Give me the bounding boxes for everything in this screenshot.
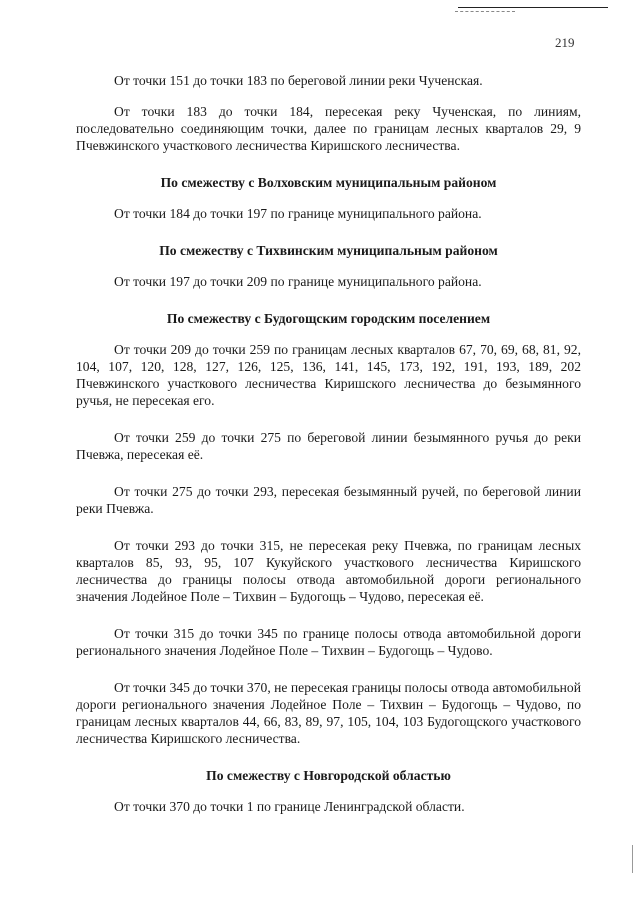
heading-novgorod: По смежеству с Новгородской областью	[206, 768, 451, 783]
document-body	[76, 72, 581, 815]
heading-budogosh: По смежеству с Будогощским городским поселением	[166, 311, 491, 326]
paragraph-5: От точки 209 до точки 259 по границам лесных кварталов 67, 70, 69, 68, 81, 92, 104, 107, 120, 128, 127, 126, 125, 136, 141, 145, 173, 192, 191, 193, 189, 202 Пчевжинского участкового лесничества Киришского лесничества до безымянного ручья, не пересекая его.	[76, 342, 581, 408]
header-rule	[458, 7, 608, 8]
paragraph-6: От точки 259 до точки 275 по береговой линии безымянного ручья до реки Пчевжа, пересекая её.	[76, 430, 581, 462]
paragraph-11: От точки 370 до точки 1 по границе Ленинградской области.	[114, 799, 465, 814]
paragraph-3: От точки 184 до точки 197 по границе муниципального района.	[114, 206, 482, 221]
header-rule-scan	[455, 11, 515, 12]
page-number: 219	[555, 35, 575, 50]
paragraph-1: От точки 151 до точки 183 по береговой линии реки Чученская.	[114, 73, 483, 88]
paragraph-10: От точки 345 до точки 370, не пересекая границы полосы отвода автомобильной дороги регионального значения Лодейное Поле – Тихвин – Будогощь – Чудово, по границам лесных кварталов 44, 66, 83, 89, 97, 105, 104, 103 Будогощского участкового лесничества Киришского лесничества.	[76, 680, 581, 746]
paragraph-4: От точки 197 до точки 209 по границе муниципального района.	[114, 274, 482, 289]
paragraph-9: От точки 315 до точки 345 по границе полосы отвода автомобильной дороги регионального значения Лодейное Поле – Тихвин – Будогощь – Чудово.	[76, 626, 581, 658]
heading-volkhov: По смежеству с Волховским муниципальным районом	[160, 175, 497, 190]
paragraph-8: От точки 293 до точки 315, не пересекая реку Пчевжа, по границам лесных кварталов 85, 93, 95, 107 Кукуйского участкового лесничества Киришского лесничества до границы полосы отвода автомобильной дороги регионального значения Лодейное Поле – Тихвин – Будогощь – Чудово, пересекая её.	[76, 538, 581, 604]
paragraph-2: От точки 183 до точки 184, пересекая реку Чученская, по линиям, последовательно соединяющим точки, далее по границам лесных кварталов 29, 9 Пчевжинского участкового лесничества Киришского лесничества.	[76, 104, 581, 153]
heading-tikhvin: По смежеству с Тихвинским муниципальным районом	[159, 243, 498, 258]
scan-artifact	[632, 845, 633, 873]
paragraph-7: От точки 275 до точки 293, пересекая безымянный ручей, по береговой линии реки Пчевжа.	[76, 484, 581, 516]
